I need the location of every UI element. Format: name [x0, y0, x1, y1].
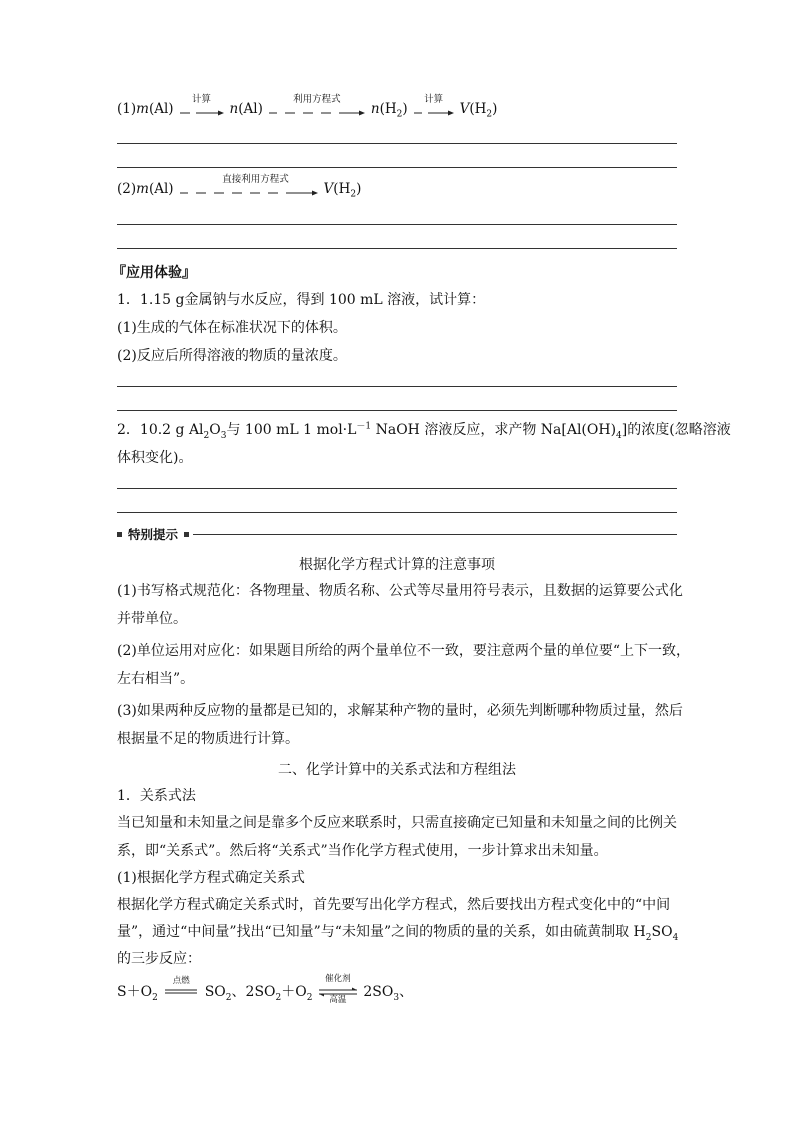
- q2-text-1: 2．10.2 g Al: [117, 422, 204, 438]
- flow2-arrow: [180, 174, 318, 204]
- answer-line: [117, 167, 677, 168]
- flow1-arrow-3: [414, 94, 454, 124]
- flow1-arrow-1-label: 计算: [192, 94, 212, 105]
- section-2-heading-1: 1．关系式法: [117, 788, 196, 804]
- square-bullet-icon: [117, 532, 122, 537]
- tip-point-1: (1)书写格式规范化：各物理量、物质名称、公式等尽量用符号表示，且数据的运算要公式化: [117, 583, 683, 599]
- eq-separator: 、: [399, 984, 414, 1000]
- q2-sub-3: 4: [616, 430, 622, 441]
- reaction-equations: [117, 974, 414, 1005]
- flow2-symbol-v: V: [323, 181, 334, 197]
- eq1-condition: 点燃: [172, 976, 190, 986]
- flow1-symbol-n-2: n: [370, 101, 380, 117]
- flow1-sub-2b: 2: [486, 109, 493, 120]
- arrow-right-icon: [180, 109, 224, 117]
- tip-label: 特别提示: [128, 527, 179, 542]
- flow2-text-h2: [333, 181, 362, 200]
- question-1: 1．1.15 g金属钠与水反应，得到 100 mL 溶液，试计算：: [117, 292, 486, 308]
- tip-point-1-cont: 并带单位。: [117, 611, 187, 627]
- q2-sub-1: 2: [203, 430, 210, 441]
- tip-point-3-cont: 根据量不足的物质进行计算。: [117, 731, 299, 747]
- answer-line: [117, 143, 677, 144]
- question-2-line-2: 体积变化)。: [117, 450, 193, 466]
- flow1-text-h2-2: [469, 101, 498, 120]
- section-2-para-2-text: 量”，通过“中间量”找出“已知量”与“未知量”之间的物质的量的关系，如由硫黄制取 H: [117, 924, 646, 940]
- eq2-condition-below: 高温: [329, 995, 347, 1005]
- flow-chain-1: [117, 94, 497, 124]
- flow2-text-al: (Al): [148, 181, 174, 197]
- answer-line: [117, 224, 677, 225]
- section-2-para-2-cont: [117, 922, 678, 942]
- tip-point-2: (2)单位运用对应化：如果题目所给的两个量单位不一致，要注意两个量的单位要“上下一致，: [117, 643, 690, 659]
- answer-line: [117, 410, 677, 411]
- flow1-arrow-3-label: 计算: [424, 94, 444, 105]
- flow-chain-2: [117, 174, 361, 204]
- q2-text-2: O: [209, 422, 221, 438]
- flow2-sub: 2: [350, 189, 357, 200]
- section-heading-apply: 『应用体验』: [112, 265, 196, 281]
- flow2-arrow-label: 直接利用方程式: [222, 174, 289, 185]
- flow1-prefix: (1): [117, 101, 137, 117]
- flow1-symbol-m: m: [136, 101, 149, 117]
- flow1-sub-2: 2: [396, 109, 403, 120]
- answer-line: [117, 488, 677, 489]
- flow1-text-h2: [379, 101, 408, 120]
- question-2: [117, 420, 731, 440]
- flow2-text-h: (H: [333, 181, 351, 197]
- flow1-arrow-1: [180, 94, 224, 124]
- tip-header: [117, 524, 677, 544]
- section-2-para-2-end: 的三步反应：: [117, 951, 201, 967]
- flow2-prefix: (2): [117, 181, 137, 197]
- eq1-reactants: S＋O: [117, 984, 153, 1000]
- flow1-symbol-n: n: [229, 101, 239, 117]
- flow1-arrow-2-label: 利用方程式: [293, 94, 341, 105]
- eq2-condition: 催化剂: [325, 974, 351, 984]
- eq1-condition-arrow: [164, 976, 198, 1002]
- h2so4-sub-2: 2: [645, 932, 652, 943]
- eq1-product-sub: 2: [225, 992, 232, 1003]
- eq2-reactant: 、2SO: [231, 984, 276, 1000]
- eq2-condition-arrow: [318, 974, 358, 1005]
- flow2-close: ): [356, 181, 362, 197]
- flow1-text-al-2: (Al): [238, 101, 263, 117]
- eq2-sub-1: 2: [275, 992, 282, 1003]
- q2-sup: －1: [356, 421, 372, 432]
- square-bullet-icon: [184, 532, 189, 537]
- answer-line: [117, 512, 677, 513]
- q2-text-3: 与 100 mL 1 mol·L: [226, 422, 357, 438]
- question-1-part-2: (2)反应后所得溶液的物质的量浓度。: [117, 348, 347, 364]
- arrow-right-icon: [414, 109, 454, 117]
- flow2-symbol-m: m: [136, 181, 149, 197]
- answer-line: [117, 386, 677, 387]
- section-2-para-1-cont: 系，即“关系式”。然后将“关系式”当作化学方程式使用，一步计算求出未知量。: [117, 843, 608, 859]
- arrow-right-icon: [180, 189, 318, 197]
- eq1-sub: 2: [152, 992, 158, 1003]
- flow1-symbol-v: V: [459, 101, 470, 117]
- flow1-close: ): [402, 101, 408, 117]
- flow1-arrow-2: [269, 94, 365, 124]
- tip-point-3: (3)如果两种反应物的量都是已知的，求解某种产物的量时，必须先判断哪种物质过量，然后: [117, 703, 683, 719]
- section-2-heading-2: (1)根据化学方程式确定关系式: [117, 870, 305, 886]
- eq2-plus-o2: ＋O: [281, 984, 307, 1000]
- question-1-part-1: (1)生成的气体在标准状况下的体积。: [117, 320, 347, 336]
- eq2-product-sub: 3: [393, 992, 400, 1003]
- tip-title: 根据化学方程式计算的注意事项: [299, 557, 495, 573]
- flow1-text-h-2: (H: [469, 101, 487, 117]
- q2-text-4: NaOH 溶液反应，求产物 Na[Al(OH): [371, 422, 617, 438]
- tip-divider: [193, 534, 677, 535]
- section-2-para-1: 当已知量和未知量之间是靠多个反应来联系时，只需直接确定已知量和未知量之间的比例关: [117, 815, 677, 831]
- q2-text-5: ]的浓度(忽略溶液: [621, 422, 731, 438]
- flow1-text-al: (Al): [148, 101, 174, 117]
- q2-sub-2: 3: [220, 430, 227, 441]
- flow1-text-h: (H: [379, 101, 397, 117]
- eq2-product: 2SO: [363, 984, 394, 1000]
- section-2-title: 二、化学计算中的关系式法和方程组法: [278, 762, 516, 778]
- h2so4-sub-4: 4: [672, 932, 679, 943]
- answer-line: [117, 248, 677, 249]
- arrow-right-icon: [269, 109, 365, 117]
- eq1-product: SO: [204, 984, 226, 1000]
- section-2-para-2: 根据化学方程式确定关系式时，首先要写出化学方程式，然后要找出方程式变化中的“中间: [117, 897, 671, 913]
- flow1-close-2: ): [492, 101, 498, 117]
- h2so4-so: SO: [651, 924, 673, 940]
- tip-point-2-cont: 左右相当”。: [117, 671, 195, 687]
- eq2-sub-2: 2: [306, 992, 313, 1003]
